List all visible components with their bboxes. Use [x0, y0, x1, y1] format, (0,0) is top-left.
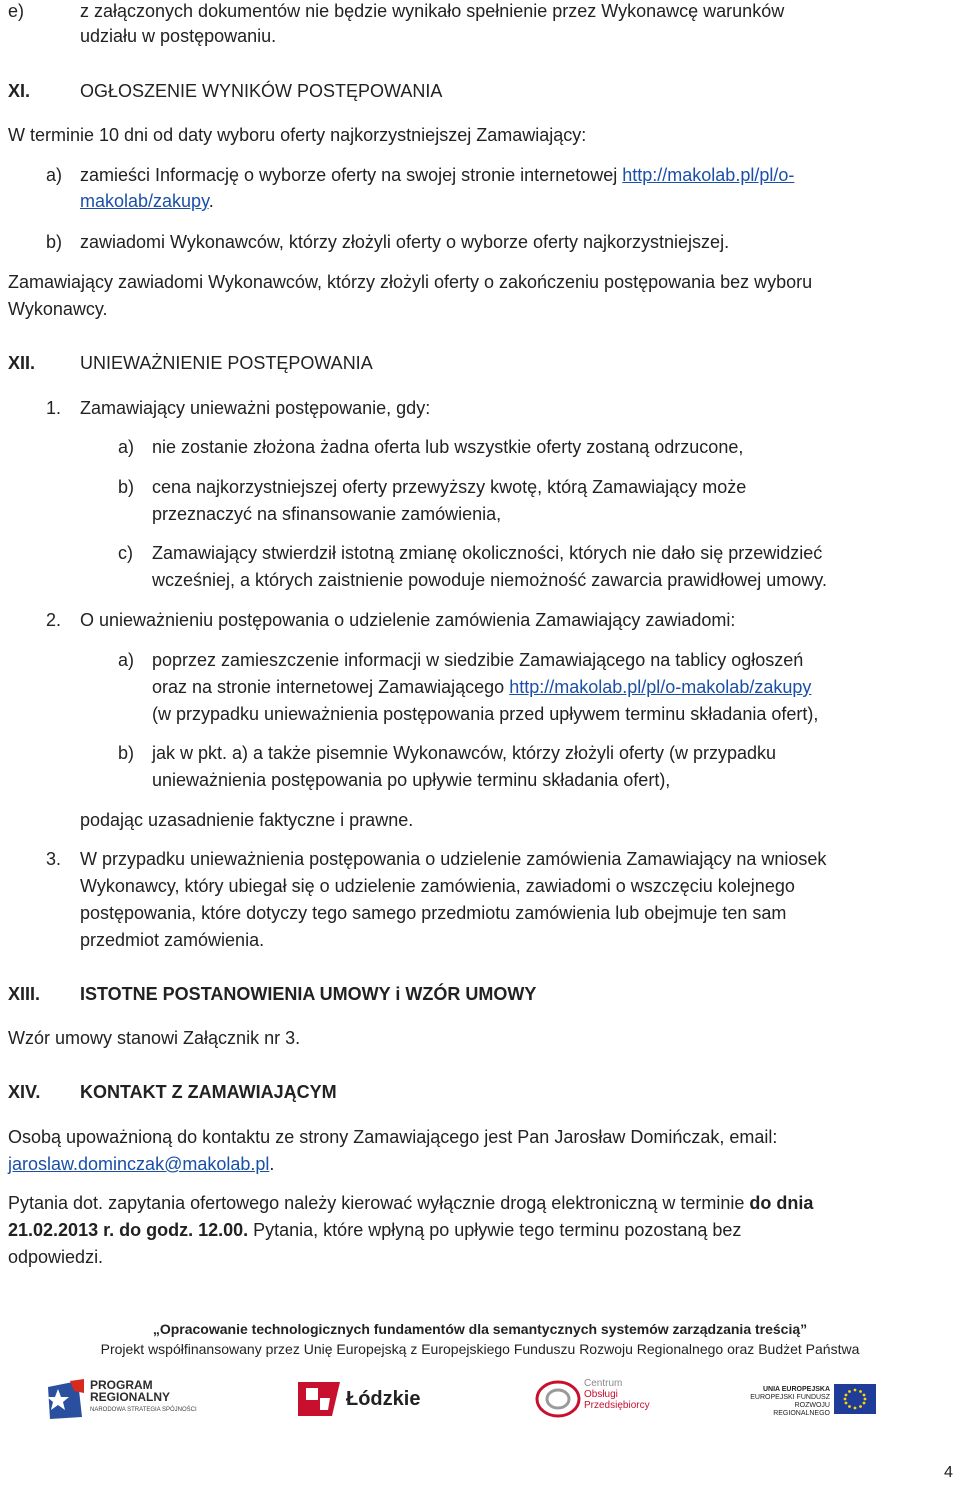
paragraph-line: W przypadku unieważnienia postępowania o udzielenie zamówienia Zamawiający na wniosek [80, 849, 827, 869]
paragraph-line [8, 1219, 741, 1241]
paragraph-line: wcześniej, a których zaistnienie powoduje niemożność zawarcia prawidłowej umowy. [152, 570, 827, 590]
paragraph-line: z załączonych dokumentów nie będzie wynikało spełnienie przez Wykonawcę warunków [80, 1, 785, 21]
section-title: OGŁOSZENIE WYNIKÓW POSTĘPOWANIA [80, 81, 443, 101]
section-title: KONTAKT Z ZAMAWIAJĄCYM [80, 1082, 337, 1102]
page-number: 4 [944, 1464, 953, 1481]
paragraph-line: Zamawiający stwierdził istotną zmianę okoliczności, których nie dało się przewidzieć [152, 543, 823, 563]
paragraph-line: Zamawiający zawiadomi Wykonawców, którzy złożyli oferty o zakończeniu postępowania bez wyboru [8, 272, 813, 292]
paragraph-line: Wykonawcy. [8, 299, 108, 319]
section-number: XIII. [8, 984, 41, 1004]
lodzkie-emblem-icon [298, 1382, 340, 1416]
paragraph-line [80, 164, 794, 186]
eu-flag-icon [834, 1384, 876, 1414]
section-title: ISTOTNE POSTANOWIENIA UMOWY i WZÓR UMOWY [80, 984, 537, 1004]
paragraph-line: nie zostanie złożona żadna oferta lub wszystkie oferty zostaną odrzucone, [152, 437, 744, 457]
makolab-link[interactable]: http://makolab.pl/pl/o- [622, 165, 795, 185]
paragraph-line: przeznaczyć na sfinansowanie zamówienia, [152, 504, 502, 524]
list-marker: a) [118, 437, 135, 457]
section-number: XIV. [8, 1082, 41, 1102]
eu-logo [736, 1378, 886, 1420]
paragraph-line: Osobą upoważnioną do kontaktu ze strony Zamawiającego jest Pan Jarosław Domińczak, email: [8, 1127, 778, 1147]
logo-text: Centrum [584, 1378, 623, 1389]
paragraph-line: unieważnienia postępowania po upływie terminu składania ofert), [152, 770, 671, 790]
list-marker: c) [118, 543, 133, 563]
makolab-link-continued[interactable]: makolab/zakupy [80, 191, 209, 211]
paragraph-line: Wykonawcy, który ubiegał się o udzielenie zamówienia, zawiadomi o wszczęciu kolejnego [80, 876, 795, 896]
list-marker: a) [118, 650, 135, 670]
logo-text: NARODOWA STRATEGIA SPÓJNOŚCI [90, 1407, 197, 1413]
paragraph-text: zamieści Informację o wyborze oferty na swojej stronie internetowej [80, 165, 618, 185]
section-number: XI. [8, 81, 31, 101]
logo-text: REGIONALNY [90, 1390, 171, 1404]
star-map-icon [44, 1379, 84, 1421]
paragraph-line: udziału w postępowaniu. [80, 26, 277, 46]
list-marker: b) [118, 477, 135, 497]
list-number: 3. [46, 849, 62, 869]
paragraph-text: oraz na stronie internetowej Zamawiającego [152, 677, 505, 697]
paragraph-line: odpowiedzi. [8, 1247, 104, 1267]
section-title: UNIEWAŻNIENIE POSTĘPOWANIA [80, 353, 373, 373]
paragraph-line: Zamawiający unieważni postępowanie, gdy: [80, 398, 431, 418]
list-marker: e) [8, 1, 25, 21]
paragraph-line: postępowania, które dotyczy tego samego przedmiotu zamówienia lub obejmuje ten sam [80, 903, 787, 923]
paragraph-line: zawiadomi Wykonawców, którzy złożyli oferty o wyborze oferty najkorzystniejszej. [80, 232, 730, 252]
list-number: 2. [46, 610, 62, 630]
paragraph-line: podając uzasadnienie faktyczne i prawne. [80, 810, 414, 830]
paragraph-line: cena najkorzystniejszej oferty przewyższy kwotę, którą Zamawiający może [152, 477, 747, 497]
logo-text: UNIA EUROPEJSKA [762, 1386, 830, 1393]
lodzkie-logo [298, 1382, 428, 1416]
paragraph-text: Pytania, które wpłyną po upływie tego terminu pozostaną bez [248, 1220, 742, 1240]
logo-text: Łódzkie [346, 1388, 421, 1410]
logo-text: Przedsiębiorcy [584, 1400, 650, 1411]
logo-text: EUROPEJSKI FUNDUSZ [750, 1394, 830, 1401]
paragraph-line: poprzez zamieszczenie informacji w siedzibie Zamawiającego na tablicy ogłoszeń [152, 650, 804, 670]
footer-title: „Opracowanie technologicznych fundamentów dla semantycznych systemów zarządzania treścią” [152, 1321, 808, 1337]
cop-logo [534, 1376, 654, 1422]
paragraph-line: (w przypadku unieważnienia postępowania przed upływem terminu składania ofert), [152, 704, 819, 724]
paragraph-line [8, 1153, 274, 1175]
logo-text: ROZWOJU REGIONALNEGO [773, 1402, 830, 1417]
paragraph-line [152, 676, 811, 698]
paragraph-line: przedmiot zamówienia. [80, 930, 265, 950]
cop-emblem-icon [534, 1379, 582, 1419]
paragraph-line [80, 190, 214, 212]
paragraph-line: O unieważnieniu postępowania o udzielenie zamówienia Zamawiający zawiadomi: [80, 610, 736, 630]
section-number: XII. [8, 353, 36, 373]
paragraph-line [8, 1192, 813, 1214]
paragraph-text: Pytania dot. zapytania ofertowego należy kierować wyłącznie drogą elektroniczną w terminie [8, 1193, 750, 1213]
list-number: 1. [46, 398, 62, 418]
paragraph-line: W terminie 10 dni od daty wyboru oferty najkorzystniejszej Zamawiający: [8, 125, 587, 145]
email-link[interactable]: jaroslaw.dominczak@makolab.pl [8, 1154, 270, 1174]
punctuation: . [269, 1154, 275, 1174]
paragraph-line: Wzór umowy stanowi Załącznik nr 3. [8, 1028, 301, 1048]
logo-text: Obsługi [584, 1389, 618, 1400]
list-marker: a) [46, 165, 63, 185]
program-regionalny-logo [44, 1377, 224, 1423]
makolab-zakupy-link[interactable]: http://makolab.pl/pl/o-makolab/zakupy [509, 677, 812, 697]
list-marker: b) [118, 743, 135, 763]
footer-subtitle: Projekt współfinansowany przez Unię Europejską z Europejskiego Funduszu Rozwoju Regionalnego oraz Budżet Państwa [100, 1341, 860, 1357]
paragraph-line: jak w pkt. a) a także pisemnie Wykonawców, którzy złożyli oferty (w przypadku [152, 743, 777, 763]
punctuation: . [208, 191, 214, 211]
logo-text: PROGRAM [90, 1378, 153, 1392]
deadline-emphasis: do dnia [749, 1193, 814, 1213]
deadline-emphasis: 21.02.2013 r. do godz. 12.00. [8, 1220, 249, 1240]
list-marker: b) [46, 232, 63, 252]
